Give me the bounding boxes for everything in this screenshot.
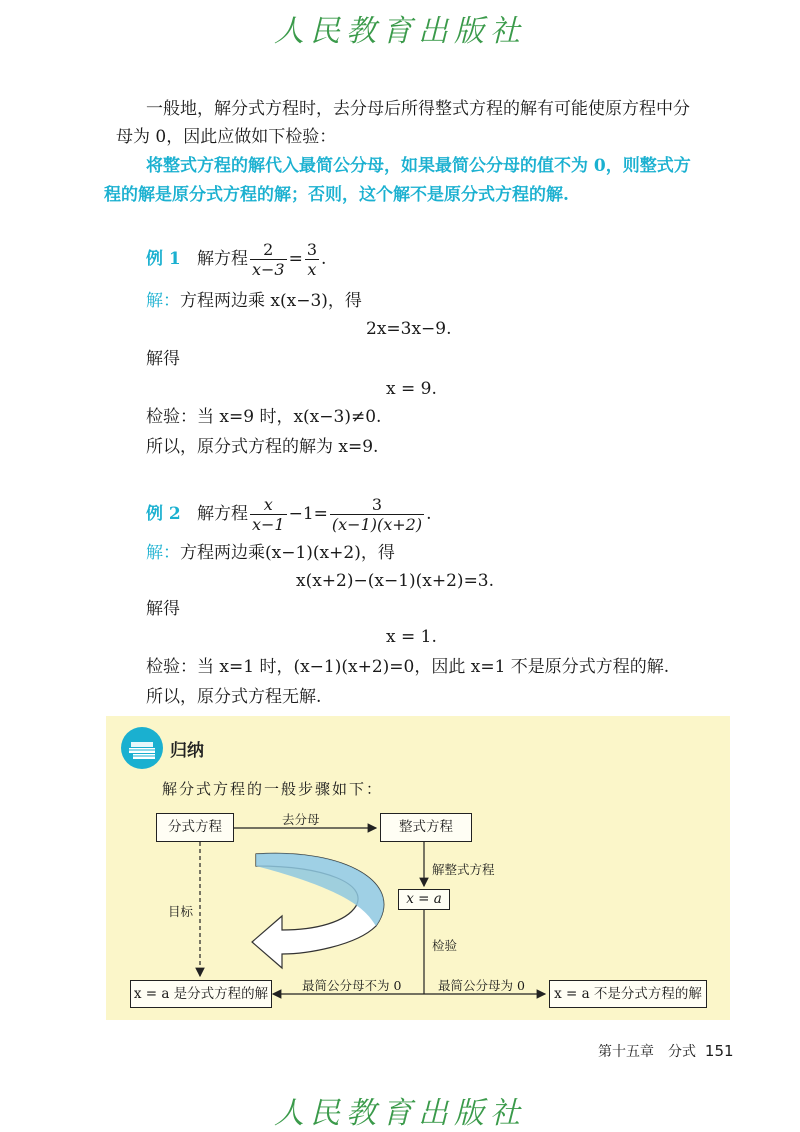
label-denominator: 去分母 — [282, 812, 320, 827]
example-2-label: 例 2 — [146, 504, 181, 524]
example-1-check: 检验：当 x=9 时，x(x−3)≠0. — [146, 407, 382, 427]
solution-text: 方程两边乘 x(x−3)，得 — [180, 291, 362, 311]
example-1-solution — [146, 286, 362, 316]
example-1-period: . — [321, 249, 327, 269]
not-solution-box: x = a 不是分式方程的解 — [549, 980, 707, 1008]
label-zero: 最简公分母为 0 — [438, 978, 525, 993]
example-2-heading — [146, 495, 431, 534]
fraction-b-numerator: 3 — [330, 495, 424, 515]
label-check: 检验 — [432, 938, 458, 953]
page-footer — [598, 1041, 734, 1061]
is-solution-box: x = a 是分式方程的解 — [130, 980, 272, 1008]
example-1-label: 例 1 — [146, 249, 181, 269]
example-2-period: . — [426, 504, 432, 524]
summary-title: 归纳 — [170, 741, 204, 761]
example-1-prompt: 解方程 — [196, 249, 248, 269]
flow-connectors — [106, 716, 730, 1020]
chapter-label: 第十五章 分式 — [598, 1044, 696, 1060]
example-2-minus-one: −1= — [288, 504, 328, 524]
example-2-fraction-a — [250, 495, 287, 534]
example-2-solve-label: 解得 — [146, 599, 180, 619]
example-1-conclusion: 所以，原分式方程的解为 x=9. — [146, 437, 379, 457]
label-solve: 解整式方程 — [432, 862, 495, 877]
example-2-step: x(x+2)−(x−1)(x+2)=3. — [296, 571, 495, 591]
example-2-conclusion: 所以，原分式方程无解. — [146, 687, 322, 707]
example-2-check: 检验：当 x=1 时，(x−1)(x+2)=0，因此 x=1 不是原分式方程的解. — [146, 657, 670, 677]
example-2-fraction-b — [330, 495, 424, 534]
rule-line-2: 程的解是原分式方程的解；否则，这个解不是原分式方程的解. — [104, 185, 569, 205]
example-1-equals: = — [288, 249, 303, 269]
summary-panel — [106, 716, 730, 1020]
solution-label: 解： — [146, 543, 180, 563]
fraction-b-numerator: 3 — [306, 240, 318, 259]
fraction-a-denominator: x−3 — [251, 260, 285, 279]
label-nonzero: 最简公分母不为 0 — [302, 978, 402, 993]
fraction-a-denominator: x−1 — [251, 515, 285, 534]
label-goal: 目标 — [168, 904, 194, 919]
example-1-heading — [146, 240, 326, 279]
example-1-solve-label: 解得 — [146, 349, 180, 369]
example-2-solution — [146, 538, 395, 568]
summary-intro: 解分式方程的一般步骤如下： — [162, 780, 384, 798]
x-equals-a-box: x = a — [398, 889, 450, 910]
fraction-equation-box: 分式方程 — [156, 813, 234, 842]
example-1-result: x = 9. — [386, 379, 437, 399]
solution-text: 方程两边乘(x−1)(x+2)，得 — [180, 543, 395, 563]
example-1-fraction-a — [250, 240, 287, 279]
intro-line-2: 母为 0，因此应做如下检验： — [116, 127, 337, 147]
page-number: 151 — [704, 1042, 734, 1060]
fraction-b-denominator: (x−1)(x+2) — [331, 515, 423, 534]
example-1-step: 2x=3x−9. — [366, 319, 452, 339]
fraction-a-numerator: 2 — [250, 240, 287, 260]
example-2-prompt: 解方程 — [196, 504, 248, 524]
example-1-fraction-b — [305, 240, 319, 279]
rule-line-1: 将整式方程的解代入最简公分母，如果最简公分母的值不为 0，则整式方 — [146, 156, 691, 176]
fraction-b-denominator: x — [307, 260, 317, 279]
intro-line-1: 一般地，解分式方程时，去分母后所得整式方程的解有可能使原方程中分 — [146, 99, 690, 119]
fraction-a-numerator: x — [250, 495, 287, 515]
solution-label: 解： — [146, 291, 180, 311]
integral-equation-box: 整式方程 — [380, 813, 472, 842]
example-2-result: x = 1. — [386, 627, 437, 647]
header-brand: 人民教育出版社 — [274, 14, 526, 49]
footer-brand: 人民教育出版社 — [274, 1096, 526, 1131]
